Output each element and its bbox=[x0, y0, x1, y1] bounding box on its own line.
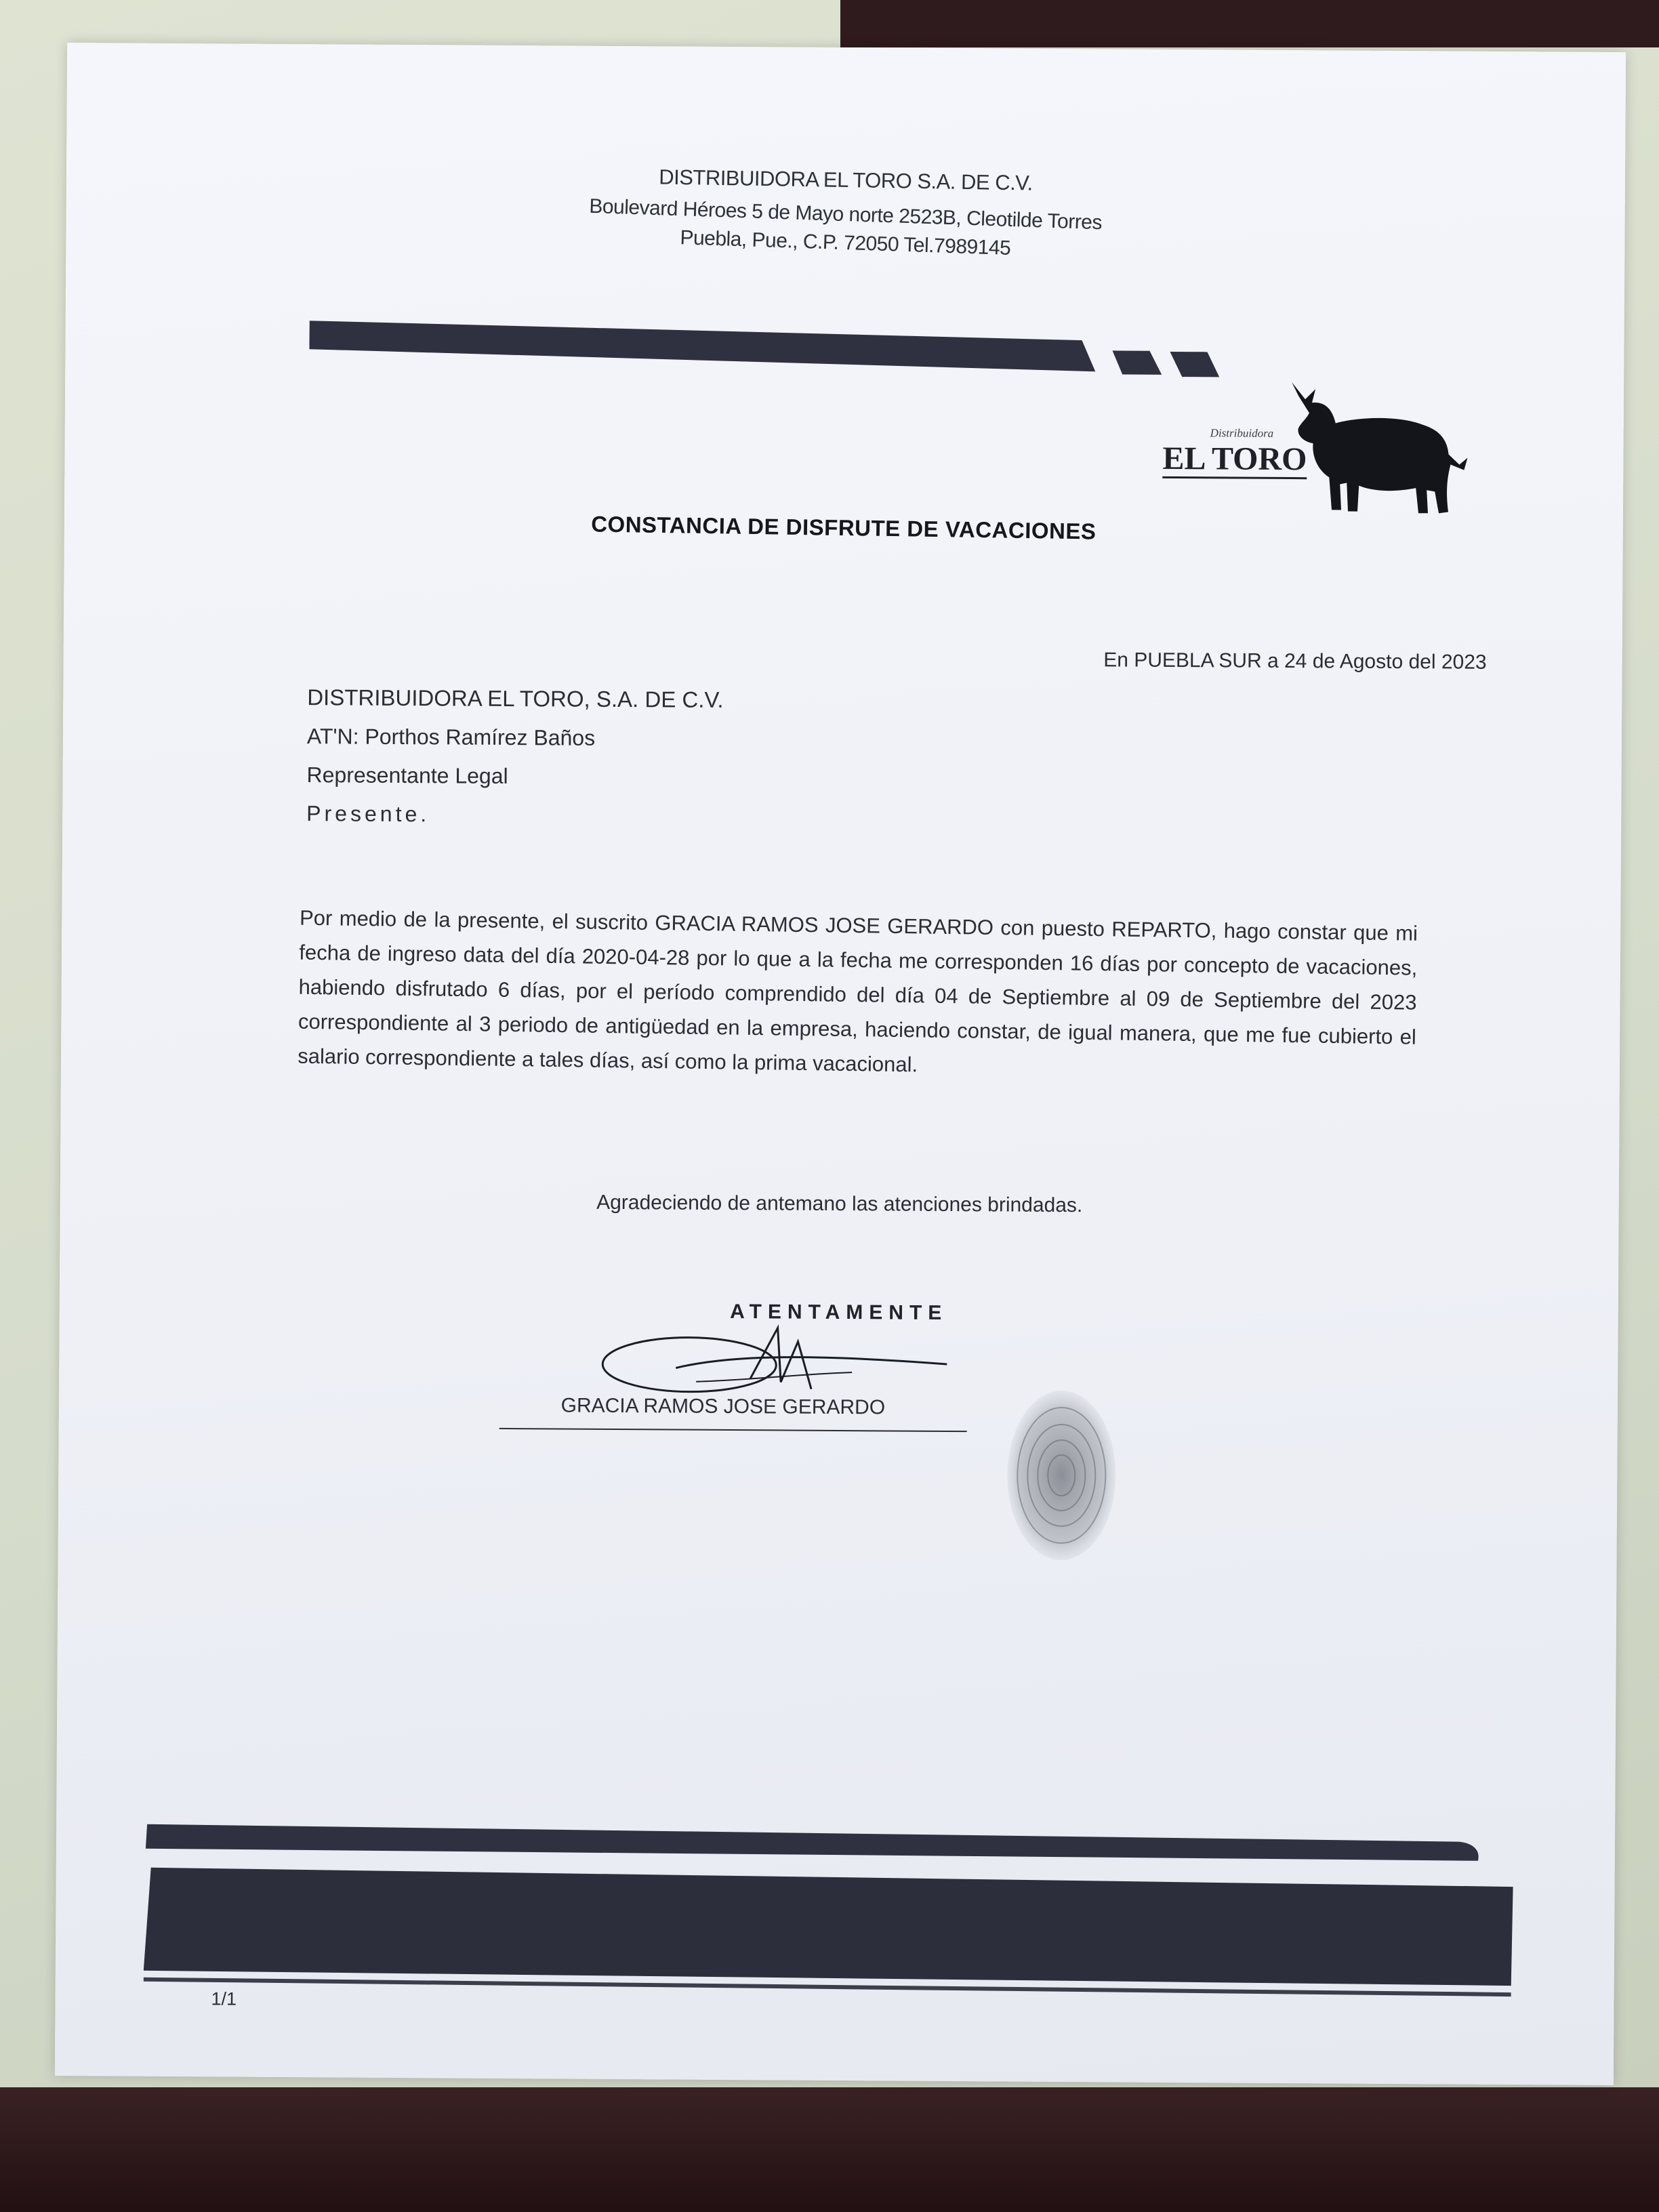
recipient-role: Representante Legal bbox=[306, 762, 508, 788]
body-paragraph: Por medio de la presente, el suscrito GRACIA RAMOS JOSE GERARDO con puesto REPARTO, hago constar que mi fecha de ingreso data del día 2020-04-28 por lo que a la fecha me corresponden 16 días por concepto de vacaciones, habiendo disfrutado 6 días, por el período comprendido del día 04 de Septiembre al 09 de Septiembre del 2023 correspondiente al 3 periodo de antigüedad en la empresa, haciendo constar, de igual manera, que me fue cubierto el salario correspondiente a tales días, así como la prima vacacional. bbox=[298, 905, 1418, 1077]
company-city: Puebla, Pue., C.P. 72050 Tel.7989145 bbox=[680, 226, 1011, 260]
recipient-company: DISTRIBUIDORA EL TORO, S.A. DE C.V. bbox=[307, 684, 724, 712]
page-number: 1/1 bbox=[211, 1988, 237, 2009]
company-address: Boulevard Héroes 5 de Mayo norte 2523B, Cleotilde Torres bbox=[588, 194, 1103, 234]
document-title: CONSTANCIA DE DISFRUTE DE VACACIONES bbox=[590, 511, 1097, 544]
place-date: En PUEBLA SUR a 24 de Agosto del 2023 bbox=[1103, 649, 1487, 674]
closing-line: Agradeciendo de antemano las atenciones brindadas. bbox=[596, 1191, 1083, 1217]
sign-off: ATENTAMENTE bbox=[730, 1300, 948, 1324]
background-floor bbox=[0, 2087, 1659, 2212]
company-name: DISTRIBUIDORA EL TORO S.A. DE C.V. bbox=[658, 165, 1033, 195]
recipient-presente: Presente. bbox=[306, 801, 430, 827]
recipient-attention: AT'N: Porthos Ramírez Baños bbox=[306, 724, 596, 750]
document-page bbox=[55, 43, 1626, 2085]
background-shadow bbox=[840, 0, 1659, 47]
logo-tagline: Distribuidora bbox=[1210, 426, 1274, 440]
header-stripe bbox=[309, 315, 1225, 388]
company-logo bbox=[1162, 361, 1475, 519]
signer-name: GRACIA RAMOS JOSE GERARDO bbox=[560, 1394, 886, 1419]
signature bbox=[594, 1313, 975, 1404]
fingerprint-stamp bbox=[1000, 1387, 1124, 1563]
bull-icon bbox=[1277, 362, 1475, 519]
logo-brand: EL TORO bbox=[1162, 441, 1307, 479]
signature-line bbox=[499, 1428, 967, 1432]
footer-stripes bbox=[143, 1819, 1527, 2044]
